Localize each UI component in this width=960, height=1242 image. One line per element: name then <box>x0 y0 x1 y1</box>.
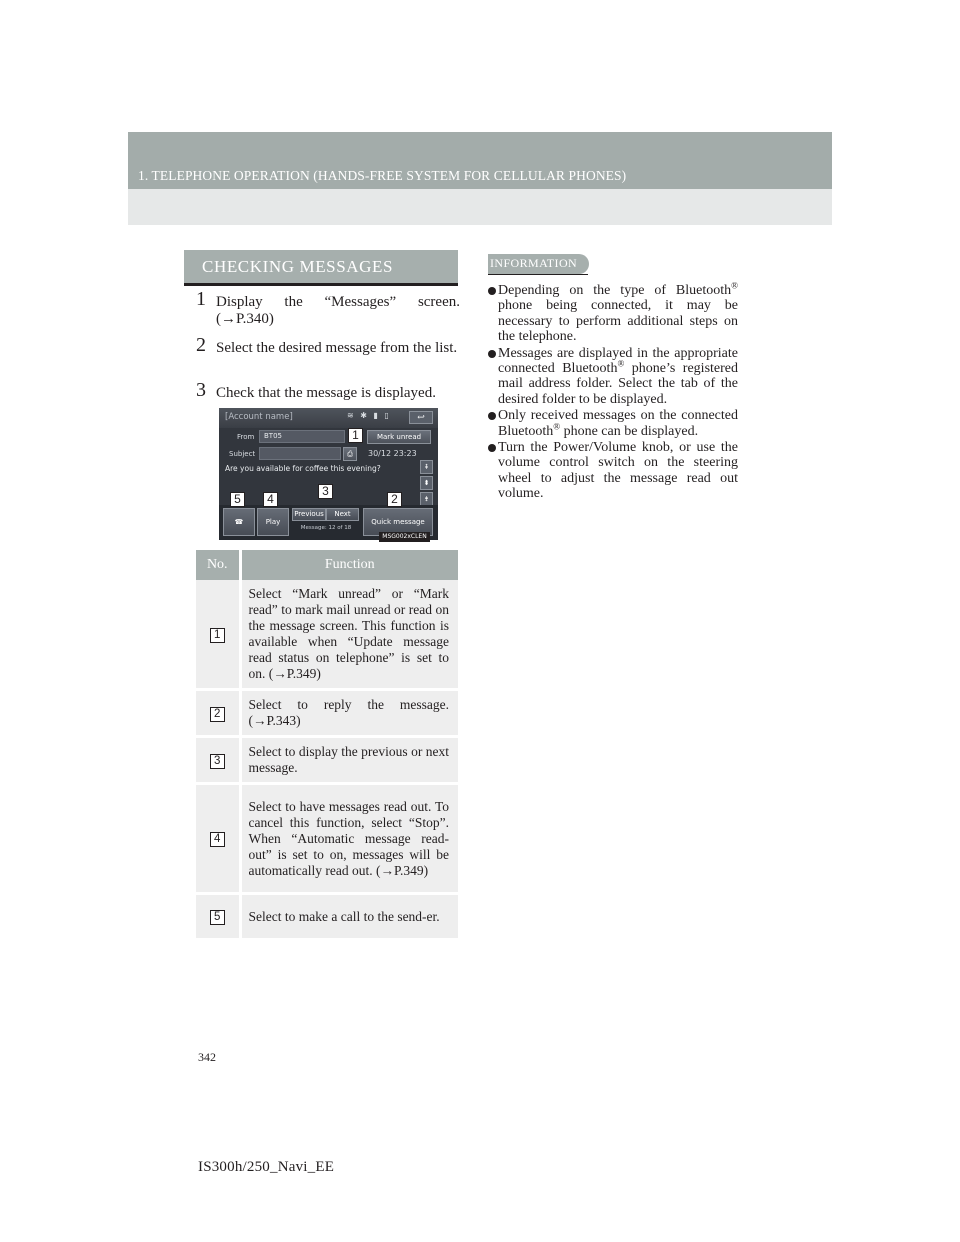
item-text: Turn the Power/Volume knob, or use the volume control switch on the steering wheel to adjust the message read out volume. <box>498 440 738 502</box>
section-heading <box>184 250 458 286</box>
item-text: Messages are displayed in the appropriate connected Bluetooth <box>498 345 738 377</box>
play-button[interactable]: Play <box>257 508 289 536</box>
message-screen-figure <box>219 408 438 540</box>
item-text: Only received messages on the connected Bluetooth <box>498 408 738 439</box>
information-item <box>488 440 738 502</box>
header-band <box>128 132 832 225</box>
registered-mark: ® <box>553 421 561 431</box>
from-field: BT05 <box>259 430 345 443</box>
item-text: Depending on the type of Bluetooth <box>498 283 732 298</box>
call-button[interactable] <box>223 508 255 536</box>
scroll-down-icon[interactable]: ⇟ <box>420 492 433 506</box>
chapter-title: 1. TELEPHONE OPERATION (HANDS-FREE SYSTEM FOR CELLULAR PHONES) <box>138 168 627 183</box>
row-description: Select to have messages read out. To cancel this function, select “Stop”. When “Automatic message read-out” is set to on, messages will be automatically read out. (→P.349) <box>240 784 458 894</box>
table-header-row <box>196 550 458 580</box>
step-3 <box>196 379 460 402</box>
step-text: Select the desired message from the list. <box>216 340 458 356</box>
row-number-cell <box>196 737 240 784</box>
row-description: Select “Mark unread” or “Mark read” to mark mail unread or read on the message screen. This function is available when “Update message read status on telephone” is set to on. (→P.349) <box>240 580 458 690</box>
mark-unread-button[interactable]: Mark unread <box>367 430 431 444</box>
step-number: 2 <box>196 334 206 356</box>
information-list <box>488 280 739 503</box>
row-number: 1 <box>210 628 225 643</box>
callout-4: 4 <box>263 492 278 507</box>
callout-1: 1 <box>348 428 363 443</box>
row-description: Select to display the previous or next message. <box>240 737 458 784</box>
registered-mark: ® <box>731 280 738 291</box>
scroll-mid-icon[interactable]: ⬍ <box>420 476 433 490</box>
subject-field <box>259 447 341 460</box>
attachment-icon[interactable]: ⎙ <box>343 447 357 461</box>
message-counter: Message: 12 of 18 <box>300 525 352 531</box>
information-item <box>488 408 738 439</box>
step-2 <box>196 334 460 357</box>
step-number: 1 <box>196 288 206 310</box>
row-number: 4 <box>210 832 225 847</box>
registered-mark: ® <box>617 358 625 369</box>
column-header-function: Function <box>240 550 458 580</box>
row-number-cell <box>196 580 240 690</box>
table-row <box>196 580 458 690</box>
row-number: 5 <box>210 910 225 925</box>
row-number: 3 <box>210 754 225 769</box>
page-number: 342 <box>198 1050 216 1064</box>
item-text: phone’s registered mail address folder. Select the tab of the desired folder to be displayed. <box>498 361 739 407</box>
header-strip <box>128 132 832 189</box>
table-row <box>196 784 458 894</box>
phone-icon: ☎ <box>234 518 244 526</box>
back-icon[interactable]: ↩ <box>409 411 433 424</box>
row-number: 2 <box>210 707 225 722</box>
step-text: Display the “Messages” screen. (→P.340) <box>216 294 460 327</box>
next-button[interactable]: Next <box>326 508 359 521</box>
row-description: Select to make a call to the send-er. <box>240 894 458 940</box>
quick-message-button[interactable]: Quick message <box>363 508 433 536</box>
previous-button[interactable]: Previous <box>292 508 326 521</box>
scroll-up-icon[interactable]: ⇞ <box>420 460 433 474</box>
screen-header <box>219 408 438 428</box>
function-table <box>196 550 458 941</box>
item-text: phone can be displayed. <box>560 423 699 439</box>
bullet-icon <box>488 350 496 358</box>
information-item <box>488 280 738 345</box>
bullet-icon <box>488 287 496 295</box>
bullet-icon <box>488 444 496 452</box>
item-text: phone being connected, it may be necessary to perform additional steps on the telephone. <box>498 298 738 345</box>
row-description: Select to reply the message. (→P.343) <box>240 690 458 737</box>
account-name: [Account name] <box>225 412 293 422</box>
bullet-icon <box>488 412 496 420</box>
table-row <box>196 737 458 784</box>
row-number-cell <box>196 784 240 894</box>
step-number: 3 <box>196 379 206 401</box>
message-date: 30/12 23:23 <box>368 449 417 458</box>
from-label: From <box>237 433 255 441</box>
information-tag: INFORMATION <box>488 254 589 274</box>
model-code: IS300h/250_Navi_EE <box>198 1159 335 1175</box>
step-text: Check that the message is displayed. <box>216 385 436 401</box>
row-number-cell <box>196 894 240 940</box>
callout-5: 5 <box>230 492 245 507</box>
table-row <box>196 894 458 940</box>
information-rule <box>488 274 588 275</box>
information-item <box>488 346 738 408</box>
callout-3: 3 <box>318 484 333 499</box>
step-1 <box>196 288 460 328</box>
column-header-no: No. <box>196 550 240 580</box>
subject-label: Subject <box>229 450 256 458</box>
figure-code: MSG002xCLEN <box>379 532 430 542</box>
table-row <box>196 690 458 737</box>
message-body: Are you available for coffee this evening? <box>225 464 381 473</box>
callout-2: 2 <box>387 492 402 507</box>
status-icons: ≋ ✱ ▮ ▯ <box>347 411 391 420</box>
row-number-cell <box>196 690 240 737</box>
section-title: CHECKING MESSAGES <box>202 257 394 276</box>
